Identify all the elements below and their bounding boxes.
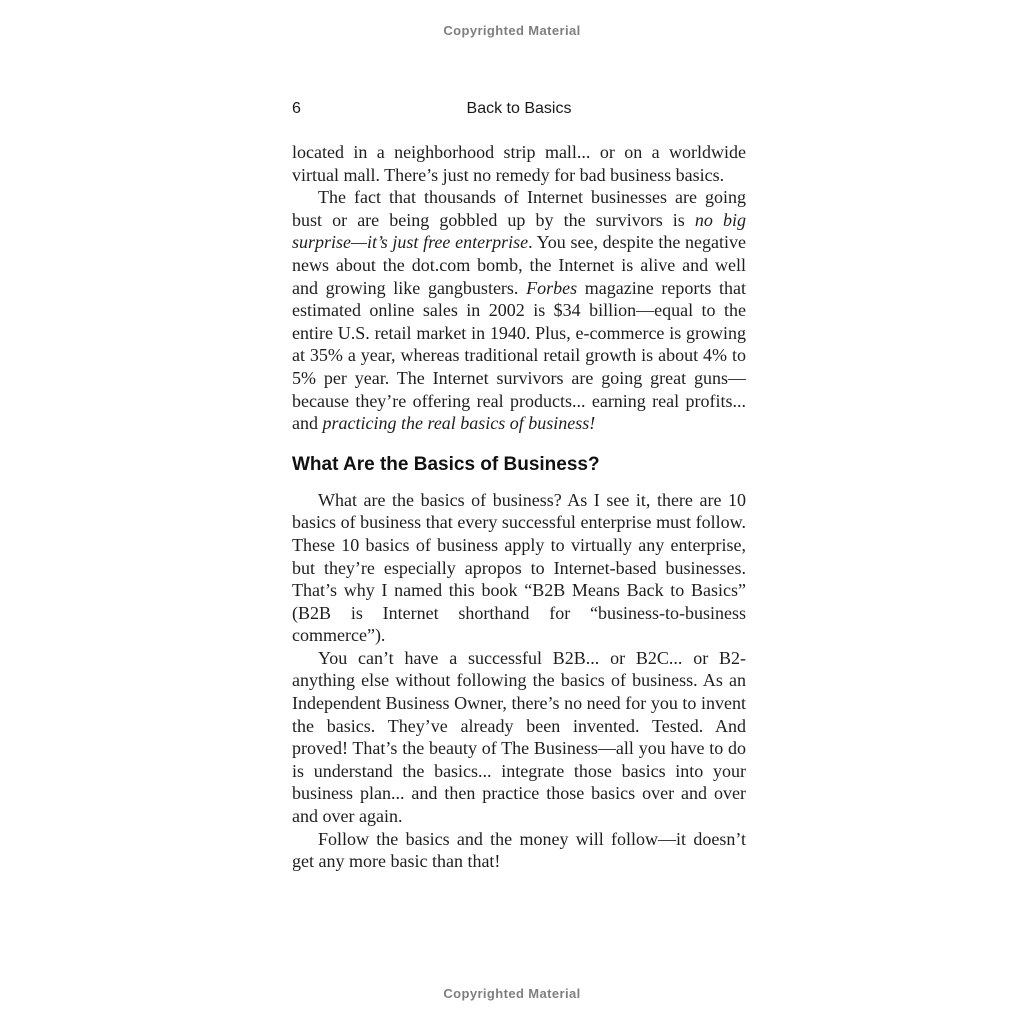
page-number: 6 bbox=[292, 100, 301, 117]
copyright-notice-bottom: Copyrighted Material bbox=[443, 986, 581, 1001]
running-title: Back to Basics bbox=[466, 100, 572, 117]
paragraph bbox=[292, 647, 746, 828]
paragraph bbox=[292, 489, 746, 647]
content-column bbox=[292, 100, 746, 873]
text-run: The fact that thousands of Internet businesses are going bust or are being gobbled up by the survivors is bbox=[292, 187, 746, 230]
body-text-section bbox=[292, 489, 746, 873]
text-run: Follow the basics and the money will follow—it doesn’t get any more basic than that! bbox=[292, 828, 746, 872]
paragraph bbox=[292, 186, 746, 435]
italic-text-run: no big surprise—it’s just free enterprise bbox=[292, 209, 746, 253]
text-run: You can’t have a successful B2B... or B2C... or B2-anything else without following the basics of business. As an Independent Business Owner, there’s no need for you to invent the basics. They’ve already been invented. Tested. And proved! That’s the beauty of The Business—all you have to do is understand the basics... integrate those basics into your business plan... and then practice those basics over and over and over again. bbox=[292, 647, 746, 827]
italic-text-run: Forbes bbox=[526, 277, 578, 298]
paragraph bbox=[292, 141, 746, 186]
text-run: magazine reports that estimated online sales in 2002 is $34 billion—equal to the entire U.S. retail market in 1940. Plus, e-commerce is growing at 35% a year, whereas traditional retail growth is about 4% to 5% per year. The Internet survivors are going great guns—because they’re offering real products... earning real profits... and bbox=[292, 277, 746, 434]
copyright-notice-top: Copyrighted Material bbox=[443, 23, 581, 38]
section-heading: What Are the Basics of Business? bbox=[292, 453, 600, 475]
text-run: What are the basics of business? As I see it, there are 10 basics of business that every successful enterprise must follow. These 10 basics of business apply to virtually any enterprise, but they’re especially apropos to Internet-based businesses. That’s why I named this book “B2B Means Back to Basics” (B2B is Internet shorthand for “business-to-business commerce”). bbox=[292, 489, 746, 646]
paragraph bbox=[292, 828, 746, 873]
italic-text-run: practicing the real basics of business! bbox=[322, 413, 596, 434]
text-run: . You see, despite the negative news about the dot.com bomb, the Internet is alive and well and growing like gangbusters. bbox=[292, 232, 746, 298]
running-header bbox=[292, 100, 746, 120]
text-run: located in a neighborhood strip mall... or on a worldwide virtual mall. There’s just no remedy for bad business basics. bbox=[292, 142, 746, 185]
body-text-intro bbox=[292, 141, 746, 435]
